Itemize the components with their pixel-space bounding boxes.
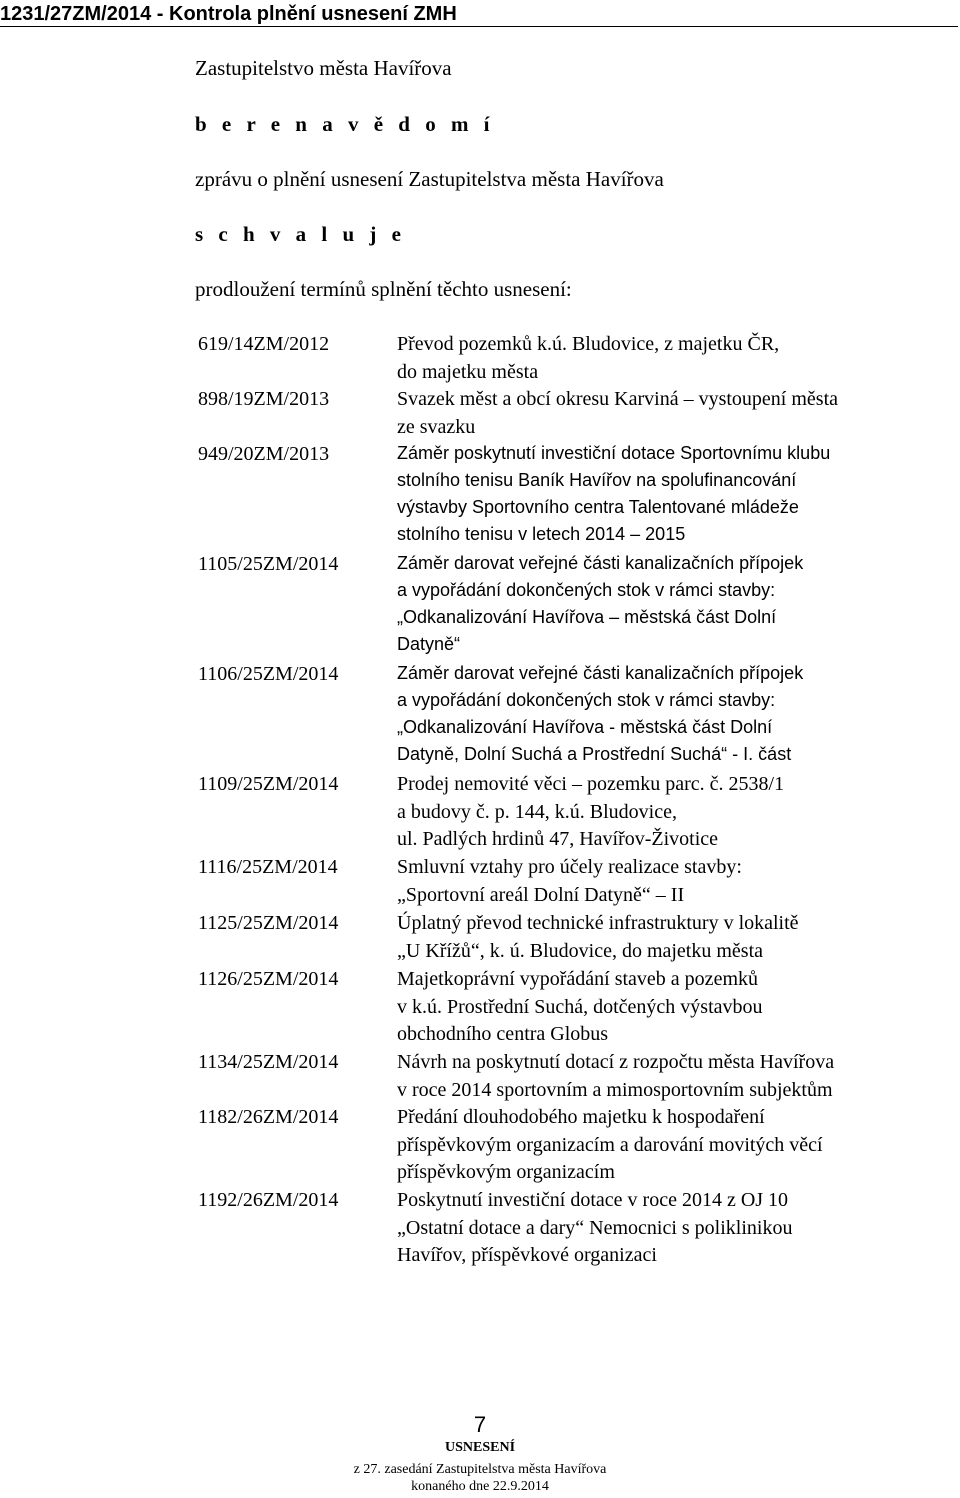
- resolution-description: [397, 550, 803, 658]
- description-line: Záměr darovat veřejné části kanalizačních přípojek: [397, 553, 804, 573]
- description-line: Převod pozemků k.ú. Bludovice, z majetku ČR,: [397, 333, 780, 355]
- footer-date: konaného dne 22.9.2014: [411, 1479, 549, 1494]
- resolution-number: 1105/25ZM/2014: [198, 553, 339, 575]
- report-text: zprávu o plnění usnesení Zastupitelstva města Havířova: [195, 167, 664, 191]
- description-line: Úplatný převod technické infrastruktury v lokalitě: [397, 912, 799, 934]
- resolution-description: [397, 965, 763, 1048]
- page-number: 7: [473, 1412, 487, 1437]
- description-line: Datyně, Dolní Suchá a Prostřední Suchá“ - I. část: [397, 744, 792, 764]
- description-line: „Sportovní areál Dolní Datyně“ – II: [397, 883, 685, 906]
- description-line: Návrh na poskytnutí dotací z rozpočtu města Havířova: [397, 1051, 835, 1073]
- resolution-description: [397, 660, 803, 768]
- resolution-number: 619/14ZM/2012: [198, 333, 330, 355]
- description-line: a budovy č. p. 144, k.ú. Bludovice,: [397, 800, 677, 823]
- resolution-description: [397, 330, 779, 385]
- description-line: Poskytnutí investiční dotace v roce 2014 z OJ 10: [397, 1189, 789, 1211]
- resolution-number: 1125/25ZM/2014: [198, 912, 339, 934]
- extension-text: prodloužení termínů splnění těchto usnesení:: [195, 277, 572, 301]
- resolution-description: [397, 1048, 834, 1103]
- description-line: do majetku města: [397, 360, 539, 383]
- description-line: výstavby Sportovního centra Talentované mládeže: [397, 497, 799, 517]
- description-line: Havířov, příspěvkové organizaci: [397, 1244, 657, 1266]
- resolution-number: 1192/26ZM/2014: [198, 1189, 339, 1211]
- resolution-number: 1106/25ZM/2014: [198, 663, 339, 685]
- description-line: a vypořádání dokončených stok v rámci stavby:: [397, 580, 776, 600]
- description-line: a vypořádání dokončených stok v rámci stavby:: [397, 690, 776, 710]
- resolution-description: [397, 853, 742, 908]
- description-line: obchodního centra Globus: [397, 1023, 609, 1045]
- approves-label: s c h v a l u j e: [195, 222, 406, 246]
- description-line: Majetkoprávní vypořádání staveb a pozemků: [397, 968, 758, 990]
- description-line: v roce 2014 sportovním a mimosportovním subjektům: [397, 1078, 833, 1101]
- resolution-number: 1109/25ZM/2014: [198, 773, 339, 795]
- description-line: stolního tenisu v letech 2014 – 2015: [397, 524, 686, 544]
- resolution-description: [397, 1186, 792, 1269]
- description-line: stolního tenisu Baník Havířov na spolufinancování: [397, 470, 797, 490]
- footer-label: USNESENÍ: [444, 1440, 516, 1455]
- resolution-description: [397, 770, 784, 853]
- resolution-number: 1134/25ZM/2014: [198, 1051, 339, 1073]
- takes-note-label: b e r e n a v ě d o m í: [195, 112, 495, 136]
- description-line: Záměr poskytnutí investiční dotace Sportovnímu klubu: [397, 443, 831, 463]
- resolution-number: 898/19ZM/2013: [198, 388, 330, 410]
- description-line: Záměr darovat veřejné části kanalizačních přípojek: [397, 663, 804, 683]
- resolution-number: 1116/25ZM/2014: [198, 856, 338, 878]
- page-heading: 1231/27ZM/2014 - Kontrola plnění usnesení ZMH: [0, 2, 958, 27]
- resolution-description: [397, 385, 838, 440]
- description-line: „Ostatní dotace a dary“ Nemocnici s poliklinikou: [397, 1216, 793, 1239]
- resolution-description: [397, 909, 799, 964]
- footer-session: z 27. zasedání Zastupitelstva města Havířova: [353, 1462, 607, 1477]
- description-line: „Odkanalizování Havířova – městská část Dolní: [397, 607, 777, 627]
- resolution-description: [397, 1103, 823, 1186]
- description-line: ze svazku: [397, 415, 476, 438]
- description-line: příspěvkovým organizacím: [397, 1161, 615, 1183]
- description-line: „U Křížů“, k. ú. Bludovice, do majetku města: [397, 939, 764, 962]
- resolution-number: 1182/26ZM/2014: [198, 1106, 339, 1128]
- description-line: Datyně“: [397, 634, 461, 654]
- council-name: Zastupitelstvo města Havířova: [195, 56, 452, 80]
- description-line: příspěvkovým organizacím a darování movitých věcí: [397, 1133, 823, 1156]
- description-line: v k.ú. Prostřední Suchá, dotčených výstavbou: [397, 995, 763, 1018]
- description-line: Svazek měst a obcí okresu Karviná – vystoupení města: [397, 388, 838, 410]
- resolution-description: [397, 440, 830, 548]
- resolution-number: 1126/25ZM/2014: [198, 968, 339, 990]
- description-line: „Odkanalizování Havířova - městská část Dolní: [397, 717, 773, 737]
- resolution-number: 949/20ZM/2013: [198, 443, 330, 465]
- description-line: ul. Padlých hrdinů 47, Havířov-Životice: [397, 828, 719, 850]
- description-line: Prodej nemovité věci – pozemku parc. č. 2538/1: [397, 773, 785, 795]
- description-line: Předání dlouhodobého majetku k hospodaření: [397, 1106, 765, 1128]
- description-line: Smluvní vztahy pro účely realizace stavby:: [397, 856, 742, 878]
